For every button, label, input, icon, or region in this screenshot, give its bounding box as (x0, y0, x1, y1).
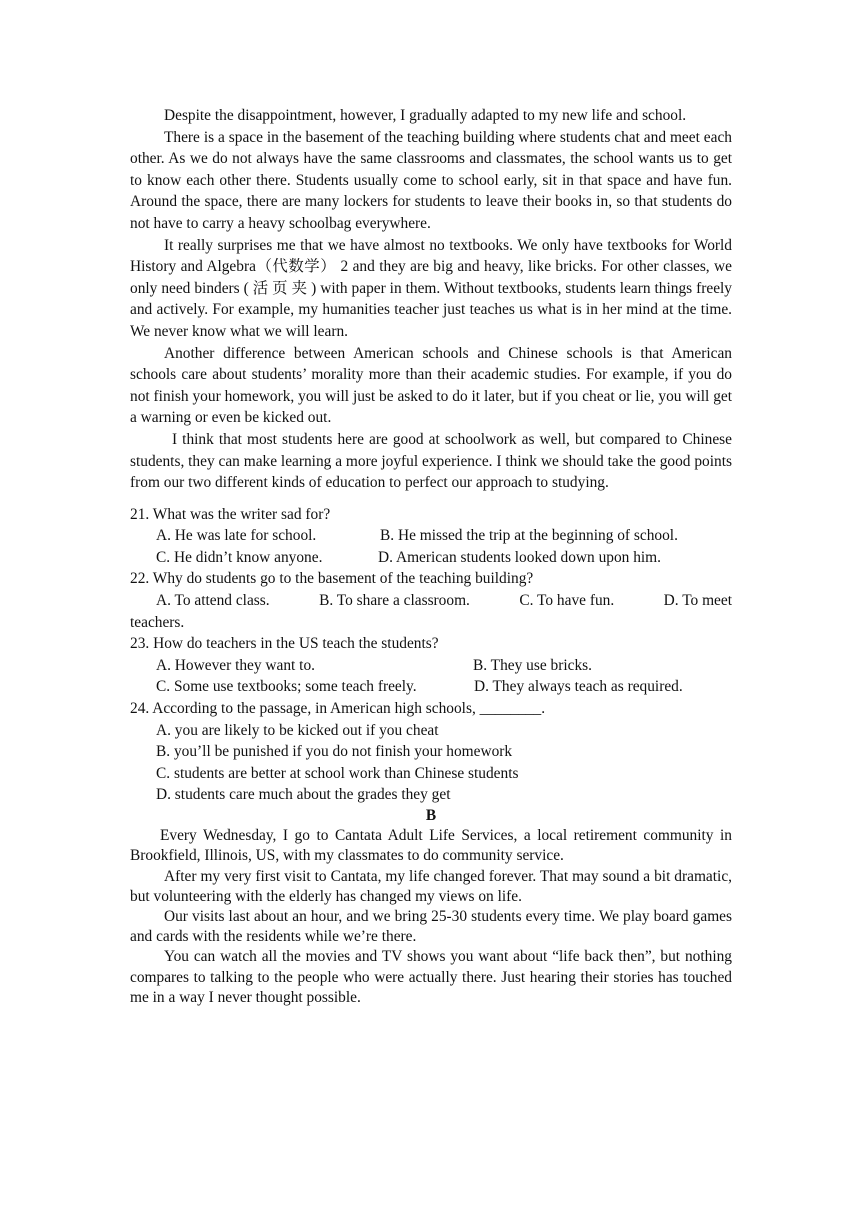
passage-b-paragraph-3: Our visits last about an hour, and we bring 25-30 students every time. We play board games and cards with the residents while we’re there. (130, 908, 732, 946)
questions-section (130, 504, 732, 806)
passage-b-heading: B (425, 807, 437, 824)
question-23-option-a[interactable]: A. However they want to. (156, 656, 315, 674)
passage-a-paragraph-1: Despite the disappointment, however, I gradually adapted to my new life and school. (164, 107, 687, 124)
passage-b-paragraph-2: After my very first visit to Cantata, my life changed forever. That may sound a bit dramatic, but volunteering with the elderly has changed my views on life. (130, 867, 732, 905)
question-23-options-row-1 (130, 655, 732, 677)
question-23-option-c[interactable]: C. Some use textbooks; some teach freely. (156, 678, 417, 696)
question-22-option-c[interactable]: C. To have fun. (519, 592, 615, 610)
question-21-option-b[interactable]: B. He missed the trip at the beginning of school. (380, 527, 678, 545)
passage-a-paragraph-3: It really surprises me that we have almost no textbooks. We only have textbooks for World History and Algebra（代数学） 2 and they are big and heavy, like bricks. For other classes, we only need binders ( 活 页 夹 ) with paper in them. Without textbooks, students learn things freely and actively. For example, my humanities teacher just teaches us what is in her mind at the time. We never know what we will learn. (130, 236, 732, 340)
question-21-stem: 21. What was the writer sad for? (130, 505, 331, 523)
question-21-option-c[interactable]: C. He didn’t know anyone. (156, 548, 323, 566)
question-24-option-d[interactable]: D. students care much about the grades they get (156, 786, 451, 804)
question-23-option-b[interactable]: B. They use bricks. (473, 656, 592, 674)
passage-b-paragraph-1: Every Wednesday, I go to Cantata Adult Life Services, a local retirement community in Brookfield, Illinois, US, with my classmates to do community service. (130, 827, 732, 865)
question-24-option-b[interactable]: B. you’ll be punished if you do not finish your homework (156, 743, 513, 761)
question-21-options-row-1 (130, 525, 732, 547)
question-21-option-d[interactable]: D. American students looked down upon him. (378, 548, 661, 566)
passage-a (130, 105, 732, 1008)
passage-b (130, 806, 732, 1008)
passage-a-paragraph-2: There is a space in the basement of the teaching building where students chat and meet each other. As we do not always have the same classrooms and classmates, the school wants us to get to know each other there. Students usually come to school early, sit in that space and have fun. Around the space, there are many lockers for students to leave their books in, so that students do not have to carry a heavy schoolbag everywhere. (130, 128, 732, 232)
passage-a-paragraph-4: Another difference between American schools and Chinese schools is that American schools care about students’ morality more than their academic studies. For example, if you do not finish your homework, you will just be asked to do it later, but if you cheat or lie, you will get a warning or even be kicked out. (130, 344, 732, 427)
passage-a-paragraph-5: I think that most students here are good at schoolwork as well, but compared to Chinese students, they can make learning a more joyful experience. I think we should take the good points from our two different kinds of education to perfect our approach to studying. (130, 430, 732, 492)
question-23-options-row-2 (130, 676, 732, 698)
question-21-option-a[interactable]: A. He was late for school. (156, 527, 317, 545)
question-22-option-d[interactable]: D. To meet (663, 592, 732, 610)
question-23-option-d[interactable]: D. They always teach as required. (474, 678, 683, 696)
question-24-option-a[interactable]: A. you are likely to be kicked out if you cheat (156, 721, 439, 739)
question-22-option-b[interactable]: B. To share a classroom. (319, 592, 470, 610)
question-22-stem: 22. Why do students go to the basement of the teaching building? (130, 570, 534, 588)
question-21-options-row-2 (130, 547, 732, 569)
question-24-stem: 24. According to the passage, in American high schools, ________. (130, 700, 546, 718)
question-24-option-c[interactable]: C. students are better at school work than Chinese students (156, 764, 519, 782)
passage-b-paragraph-4: You can watch all the movies and TV shows you want about “life back then”, but nothing compares to talking to the people who were actually there. Just hearing their stories has touched me in a way I never thought possible. (130, 948, 732, 1006)
question-23-stem: 23. How do teachers in the US teach the students? (130, 635, 439, 653)
question-22-options-row (130, 590, 732, 612)
question-22-option-a[interactable]: A. To attend class. (156, 592, 270, 610)
question-22-option-d-continued: teachers. (130, 613, 185, 631)
